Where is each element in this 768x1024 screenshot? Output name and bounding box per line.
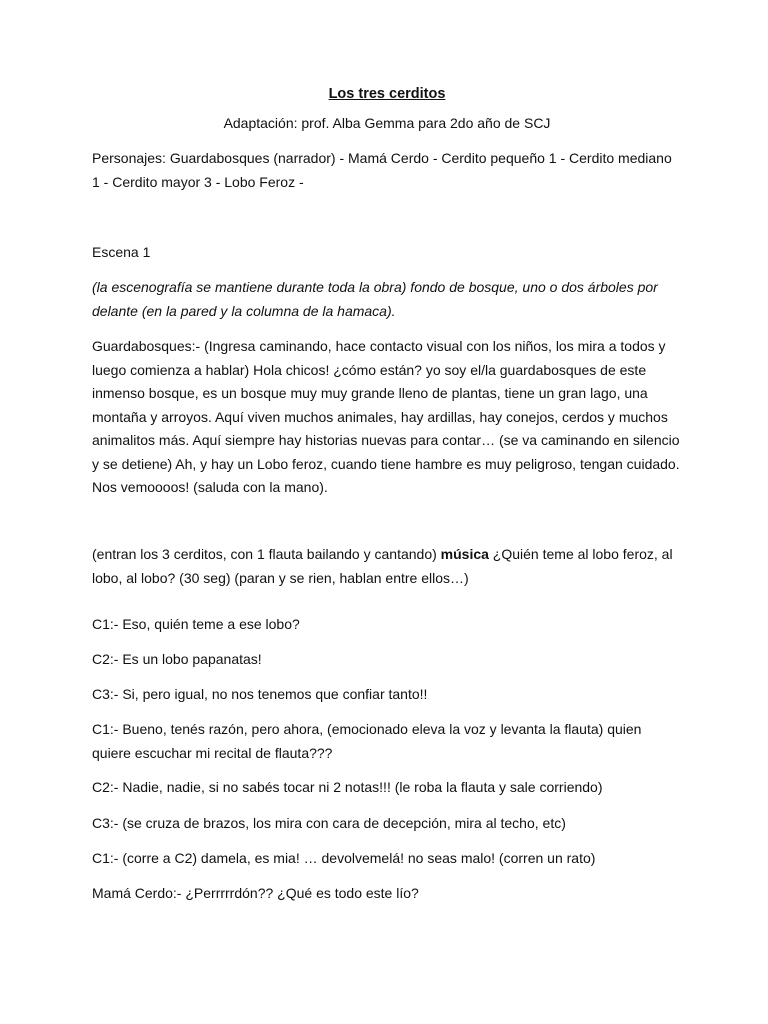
dialogue-line-7: C1:- (corre a C2) damela, es mia! … devolvemelá! no seas malo! (corren un rato): [92, 850, 596, 866]
dialogue-line-6: C3:- (se cruza de brazos, los mira con cara de decepción, mira al techo, etc): [92, 815, 566, 831]
music-word: música: [440, 546, 489, 562]
dialogue-line-8: Mamá Cerdo:- ¿Perrrrrdón?? ¿Qué es todo este lío?: [92, 885, 419, 901]
music-paragraph: [92, 543, 682, 590]
document-subtitle: Adaptación: prof. Alba Gemma para 2do año de SCJ: [223, 115, 551, 131]
document-title: Los tres cerditos: [328, 86, 446, 102]
music-before-text: (entran los 3 cerditos, con 1 flauta bailando y cantando): [92, 546, 441, 562]
characters-paragraph: Personajes: Guardabosques (narrador) - Mamá Cerdo - Cerdito pequeño 1 - Cerdito mediano 1 - Cerdito mayor 3 - Lobo Feroz -: [92, 150, 672, 190]
music-after-text: ¿Quién teme al lobo feroz, al lobo, al lobo? (30 seg) (paran y se rien, hablan entre ellos…): [92, 546, 673, 586]
dialogue-line-2: C2:- Es un lobo papanatas!: [92, 651, 262, 667]
scene-heading: Escena 1: [92, 244, 151, 260]
dialogue-line-3: C3:- Si, pero igual, no nos tenemos que confiar tanto!!: [92, 686, 428, 702]
dialogue-line-4: C1:- Bueno, tenés razón, pero ahora, (emocionado eleva la voz y levanta la flauta) quien quiere escuchar mi recital de flauta???: [92, 721, 642, 761]
stage-direction: (la escenografía se mantiene durante toda la obra) fondo de bosque, uno o dos árboles por delante (en la pared y la columna de la hamaca).: [92, 279, 658, 319]
dialogue-line-5: C2:- Nadie, nadie, si no sabés tocar ni 2 notas!!! (le roba la flauta y sale corriendo): [92, 779, 603, 795]
guardabosques-paragraph: Guardabosques:- (Ingresa caminando, hace contacto visual con los niños, los mira a todos y luego comienza a hablar) Hola chicos! ¿cómo están? yo soy el/la guardabosques de este inmenso bosque, es un bosque muy muy grande lleno de plantas, tiene un gran lago, una montaña y arroyos. Aquí viven muchos animales, hay ardillas, hay conejos, cerdos y muchos animalitos más. Aquí siempre hay historias nuevas para contar… (se va caminando en silencio y se detiene) Ah, y hay un Lobo feroz, cuando tiene hambre es muy peligroso, tengan cuidado. Nos vemoooos! (saluda con la mano).: [92, 338, 680, 495]
dialogue-line-1: C1:- Eso, quién teme a ese lobo?: [92, 616, 300, 632]
